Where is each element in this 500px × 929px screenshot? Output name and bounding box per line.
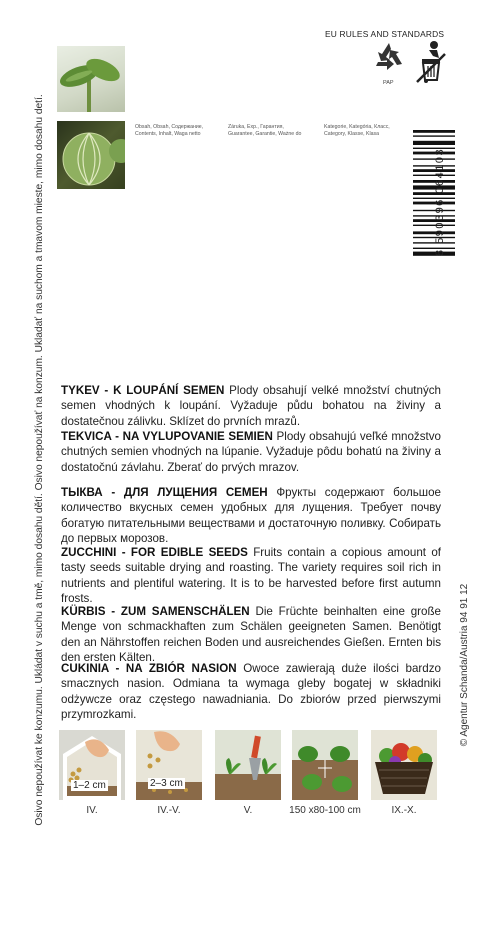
step-label-3: V.: [243, 805, 253, 816]
seedling-photo: [57, 46, 125, 112]
zucchini-photo: [57, 121, 125, 189]
storage-notice: Osivo nepoužívat ke konzumu. Ukládat v suchu a tmě, mimo dosahu dětí. Osivo nepoužívať na konzum. Ukladať na suchom a tmavom mieste, mimo dosahu detí.: [34, 94, 45, 826]
description-cz: TYKEV - K LOUPÁNÍ SEMEN Plody obsahují velké množství chutných semen vhodných k loupání. Vyžaduje půdu bohatou na živiny a dostatečnou zálivku. Sklízet do prvních mrazů.: [61, 384, 441, 428]
plant-spacing-icon: [292, 730, 358, 800]
recycle-icon: [372, 40, 406, 81]
planting-trowel-icon: [215, 730, 281, 800]
sowing-depth-indoor: 1–2 cm: [73, 780, 106, 791]
description-sk: TEKVICA - NA VYLUPOVANIE SEMIEN Plody obsahujú veľké množstvo chutných semien vhodných na lúpanie. Vyžaduje pôdu bohatú na živiny a dostatočnú závlahu. Zberať do prvých mrazov.: [61, 430, 441, 474]
description-de: KÜRBIS - ZUM SAMENSCHÄLEN Die Früchte beinhalten eine große Menge von schmackhaften zum Schälen geeigneten Samen. Benötigt den an Nährstoffen reichen Boden und ausreichendes Gießen. Ernten bis den ersten Kälten.: [61, 605, 441, 665]
trash-bin-icon: [415, 40, 447, 89]
copyright-notice: © Agentur Schanda/Austria 94 91 12: [459, 583, 470, 747]
step-label-5: IX.-X.: [391, 805, 417, 816]
description-en: ZUCCHINI - FOR EDIBLE SEEDS Fruits contain a copious amount of tasty seeds suitable drying and roasting. The variety requires soil rich in nutrients and plentiful watering. It is to be harvested before first autumn frosts.: [61, 546, 441, 606]
eu-rules-title: EU RULES AND STANDARDS: [325, 29, 445, 39]
guarantee-label: Záruka, Exp., Гарантия, Guarantee, Garantie, Ważne do: [228, 124, 302, 137]
step-label-2: IV.-V.: [157, 805, 181, 816]
sowing-outdoor-icon: [136, 730, 202, 800]
description-pl: CUKINIA - NA ZBIÓR NASION Owoce zawierają duże ilości bardzo smacznych nasion. Odmiana ta wymaga gleby bogatej w składniki odżywcze oraz częstego nawadniania. Do zbiorów przed pierwszymi przymrozkami.: [61, 662, 441, 722]
step-spacing: [292, 730, 358, 800]
step-label-1: IV.: [86, 805, 98, 816]
step-harvest: [371, 730, 437, 800]
pap-label: PAP: [383, 80, 394, 86]
step-sowing-outdoor: [136, 730, 202, 800]
barcode-number: 8 590396 064103: [434, 147, 446, 257]
step-planting: [215, 730, 281, 800]
sowing-depth-outdoor: 2–3 cm: [150, 778, 183, 789]
contents-label: Obsah, Obsah, Содержание, Contents, Inhalt, Waga netto: [135, 124, 204, 137]
harvest-basket-icon: [371, 730, 437, 800]
step-label-4: 150 x80-100 cm: [289, 805, 361, 816]
description-ru: ТЫКВА - ДЛЯ ЛУЩЕНИЯ СЕМЕН Фрукты содержают большое количество вкусных семен удобных для лущения. Требует почву богатую питательными веществами и достаточную поливку. Собирать до первых морозов.: [61, 486, 441, 546]
category-label: Kategorie, Kategória, Класс, Category, Klasse, Klasa: [324, 124, 390, 137]
step-sowing-indoor: [59, 730, 125, 800]
